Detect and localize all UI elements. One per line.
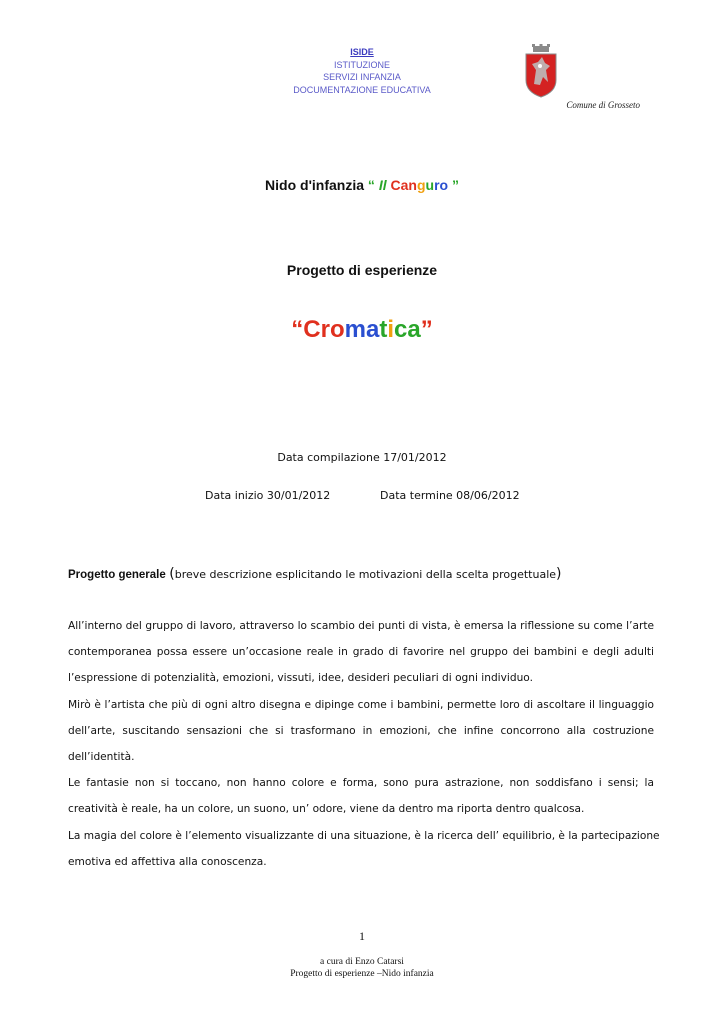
nido-name bbox=[379, 177, 448, 193]
title-text bbox=[303, 316, 420, 343]
header-line: DOCUMENTAZIONE EDUCATIVA bbox=[293, 84, 431, 95]
comune-label: Comune di Grosseto bbox=[566, 100, 640, 110]
nido-heading bbox=[0, 177, 724, 193]
nido-name-part: g bbox=[416, 177, 426, 193]
title-close-quote: ” bbox=[420, 316, 433, 343]
body-line: Le fantasie non si toccano, non hanno colore e forma, sono pura astrazione, non soddisfano i sensi; la bbox=[68, 777, 654, 790]
title-part: i bbox=[387, 316, 394, 343]
header-line: ISTITUZIONE bbox=[334, 59, 390, 70]
body-text bbox=[68, 613, 660, 875]
page-number: 1 bbox=[359, 929, 365, 943]
generale-text: breve descrizione esplicitando le motivazioni della scelta progettuale bbox=[174, 568, 557, 581]
body-line: All’interno del gruppo di lavoro, attraverso lo scambio dei punti di vista, è emersa la riflessione su come l’arte bbox=[68, 620, 654, 632]
body-line: contemporanea possa essere un’occasione reale in grado di favorire nel gruppo dei bambini e degli adulti bbox=[68, 646, 654, 659]
nido-label: Nido d'infanzia bbox=[265, 177, 365, 193]
progetto-generale bbox=[68, 566, 562, 582]
generale-label: Progetto generale bbox=[68, 569, 166, 581]
footer bbox=[0, 957, 724, 980]
body-line: creatività è reale, ha un colore, un suono, un’ odore, viene da dentro ma riporta dentro qualcosa. bbox=[68, 803, 585, 816]
title-part: ma bbox=[344, 316, 380, 343]
body-line: l’espressione di potenzialità, emozioni, vissuti, idee, desideri peculiari di ogni individuo. bbox=[68, 672, 533, 685]
generale-open-paren: ( bbox=[169, 566, 175, 582]
nido-open-quote: “ bbox=[367, 177, 375, 193]
body-line: Mirò è l’artista che più di ogni altro disegna e dipinge come i bambini, permette loro di ascoltare il linguaggio bbox=[68, 698, 654, 711]
nido-name-part: Can bbox=[390, 177, 417, 193]
nido-name-part: ro bbox=[434, 177, 449, 193]
header-line: SERVIZI INFANZIA bbox=[323, 72, 401, 82]
body-line: dell’arte, suscitando sensazioni che si trasformano in emozioni, che infine concorrono alla costruzione bbox=[68, 724, 654, 737]
date-termine: Data termine 08/06/2012 bbox=[380, 489, 520, 502]
footer-line: a cura di Enzo Catarsi bbox=[320, 957, 404, 967]
date-compilazione: Data compilazione 17/01/2012 bbox=[277, 451, 447, 464]
title-part: t bbox=[379, 316, 388, 343]
title-part: Cro bbox=[303, 316, 345, 343]
project-title bbox=[0, 316, 724, 344]
body-line: emotiva ed affettiva alla conoscenza. bbox=[68, 855, 267, 868]
comune-crest-logo bbox=[523, 44, 559, 98]
footer-line: Progetto di esperienze –Nido infanzia bbox=[290, 968, 434, 979]
body-line: dell’identità. bbox=[68, 750, 135, 763]
institution-header bbox=[0, 46, 724, 96]
nido-name-part: Il bbox=[378, 177, 391, 193]
generale-close-paren: ) bbox=[556, 566, 562, 582]
iside-brand: ISIDE bbox=[350, 47, 374, 57]
progetto-label: Progetto di esperienze bbox=[286, 262, 438, 278]
nido-name-part: u bbox=[425, 177, 435, 193]
title-part: ca bbox=[394, 316, 421, 343]
date-inizio: Data inizio 30/01/2012 bbox=[205, 489, 331, 502]
body-line: La magia del colore è l’elemento visualizzante di una situazione, è la ricerca dell’ equilibrio, è la partecipazione bbox=[68, 829, 660, 842]
title-open-quote: “ bbox=[291, 316, 304, 343]
nido-close-quote: ” bbox=[451, 177, 459, 193]
